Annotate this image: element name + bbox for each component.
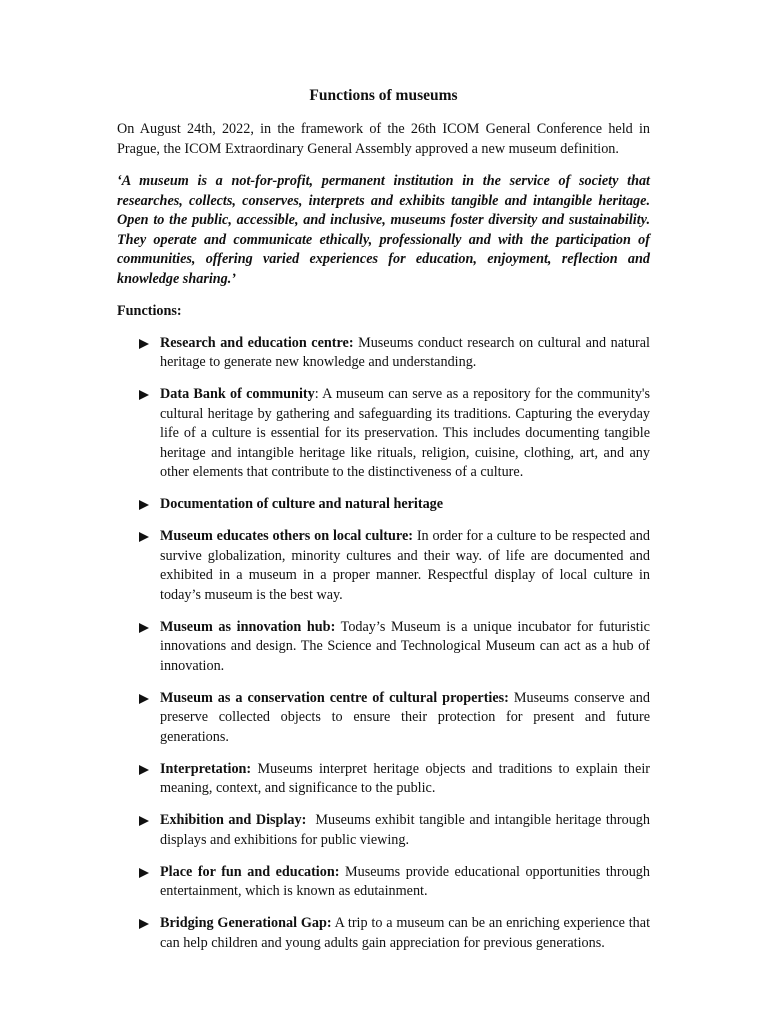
function-title: Documentation of culture and natural heritage [160, 496, 444, 512]
list-item [117, 811, 654, 850]
museum-definition-quote: ‘A museum is a not-for-profit, permanent institution in the service of society that researches, collects, conserves, interprets and exhibits tangible and intangible heritage. Open to the public, accessible, and inclusive, museums foster diversity and sustainability. They operate and communicate ethically, professionally and with the participation of communities, offering varied experiences for education, enjoyment, reflection and knowledge sharing.’ [117, 173, 650, 287]
list-item [117, 863, 650, 902]
function-title: Bridging Generational Gap: [160, 915, 332, 931]
page-title: Functions of museums [309, 87, 458, 104]
list-item [117, 914, 650, 953]
triangle-bullet-icon [139, 765, 149, 775]
list-item [117, 689, 650, 748]
function-title: Museum as innovation hub: [160, 618, 336, 635]
triangle-bullet-icon [139, 390, 149, 400]
function-text: Museums exhibit tangible and intangible heritage through displays and exhibitions for public viewing. [160, 812, 654, 848]
list-item [117, 495, 650, 515]
function-text: Today’s Museum is a unique incubator for futuristic innovations and design. The Science and Technological Museum can act as a hub of innovation. [160, 618, 650, 674]
function-title: Place for fun and education: [160, 863, 340, 880]
function-title: Museum educates others on local culture: [160, 528, 413, 544]
function-title: Exhibition and Display: [160, 812, 307, 828]
function-title: Research and education centre: [160, 334, 354, 351]
list-item [117, 527, 650, 605]
function-text: A trip to a museum can be an enriching experience that can help children and young adults gain appreciation for previous generations. [160, 915, 651, 951]
triangle-bullet-icon [139, 339, 149, 349]
list-item [117, 618, 650, 677]
intro-paragraph: On August 24th, 2022, in the framework of the 26th ICOM General Conference held in Prague, the ICOM Extraordinary General Assembly approved a new museum definition. [117, 121, 650, 157]
functions-heading: Functions: [117, 303, 182, 319]
list-item [117, 334, 650, 373]
list-item [117, 385, 650, 483]
function-text: Museums conserve and preserve collected objects to ensure their protection for present and future generations. [160, 689, 650, 745]
function-title: Museum as a conservation centre of cultural properties: [160, 689, 509, 706]
triangle-bullet-icon [139, 500, 149, 510]
triangle-bullet-icon [139, 623, 149, 633]
triangle-bullet-icon [139, 868, 149, 878]
triangle-bullet-icon [139, 532, 149, 542]
functions-list [117, 334, 654, 954]
function-text: : A museum can serve as a repository for the community's cultural heritage by gathering and safeguarding its traditions. Capturing the everyday life of a culture is essential for its preservation. This includes documenting tangible heritage and intangible heritage like rituals, religion, cuisine, clothing, art, and any other elements that contribute to the distinctiveness of a culture. [160, 386, 650, 480]
function-text: In order for a culture to be respected and survive globalization, minority cultures and their way. of life are documented and exhibited in a museum in a proper manner. Respectful display of local culture in today’s museum is the best way. [160, 528, 650, 603]
triangle-bullet-icon [139, 919, 149, 929]
function-text: Museums interpret heritage objects and traditions to explain their meaning, context, and significance to the public. [160, 760, 650, 796]
list-item [117, 760, 650, 799]
triangle-bullet-icon [139, 816, 149, 826]
function-title: Interpretation: [160, 760, 252, 777]
function-text: Museums conduct research on cultural and natural heritage to generate new knowledge and understanding. [160, 334, 650, 370]
function-text: Museums provide educational opportunities through entertainment, which is known as edutainment. [160, 863, 650, 899]
function-title: Data Bank of community [160, 386, 315, 402]
document-page [117, 86, 654, 966]
triangle-bullet-icon [139, 694, 149, 704]
